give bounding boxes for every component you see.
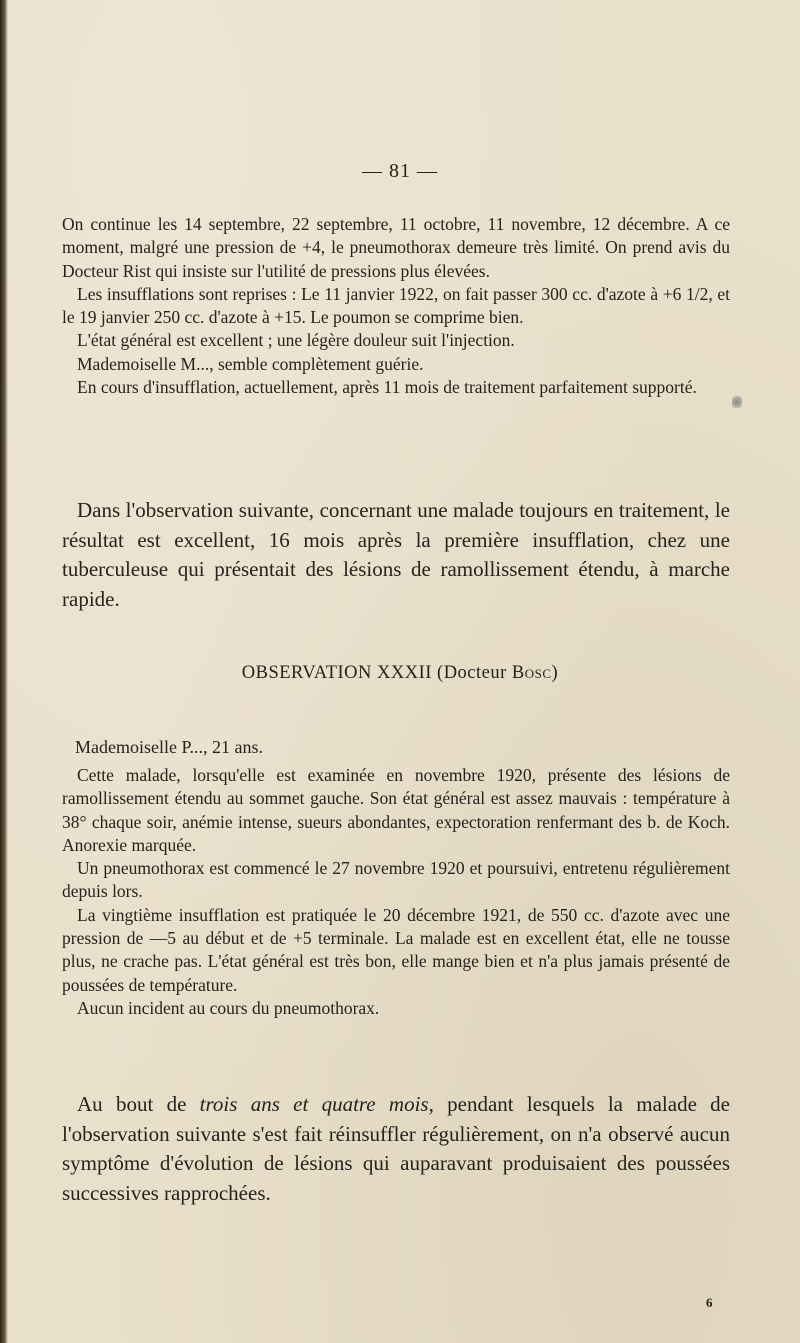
paragraph xyxy=(62,1090,730,1208)
patient-identifier: Mademoiselle P..., 21 ans. xyxy=(75,737,263,757)
paragraph: Un pneumothorax est commencé le 27 novembre 1920 et poursuivi, entretenu régulièrement depuis lors. xyxy=(62,858,730,902)
paragraph: La vingtième insufflation est pratiquée le 20 décembre 1921, de 550 cc. d'azote avec une pression de —5 au début et de +5 terminale. La malade est en excellent état, elle ne tousse plus, ne crache pas. L'état général est très bon, elle mange bien et n'a plus jamais présenté de poussées de température. xyxy=(62,904,730,995)
paragraph: Dans l'observation suivante, concernant une malade toujours en traitement, le résultat est excellent, 16 mois après la première insufflation, chez une tuberculeuse qui présentait des lésions de ramollissement étendu, à marche rapide. xyxy=(62,498,730,611)
paragraph: On continue les 14 septembre, 22 septembre, 11 octobre, 11 novembre, 12 décembre. A ce moment, malgré une pression de +4, le pneumothorax demeure très limité. On prend avis du Docteur Rist qui insiste sur l'utilité de pressions plus élevées. xyxy=(62,214,730,281)
case-continuation xyxy=(62,213,730,399)
paragraph: L'état général est excellent ; une légère douleur suit l'injection. xyxy=(77,330,515,351)
paragraph: Mademoiselle M..., semble complètement guérie. xyxy=(77,353,424,374)
paragraph: Cette malade, lorsqu'elle est examinée en novembre 1920, présente des lésions de ramollissement étendu au sommet gauche. Son état général est assez mauvais : température à 38° chaque soir, anémie intense, sueurs abondantes, expectoration renfermant des b. de Koch. Anorexie marquée. xyxy=(62,765,730,855)
observation-title xyxy=(0,663,800,684)
text-run: , pendant lesquels la malade de l'observation suivante s'est fait réinsuffler régulièrement, on n'a observé aucun symptôme d'évolution de lésions qui auparavant produisaient des poussées successives rapprochées. xyxy=(62,1092,730,1205)
summary-paragraph xyxy=(62,496,730,614)
observation-body xyxy=(62,764,730,1020)
observation-title-close: ) xyxy=(551,663,559,683)
paragraph: En cours d'insufflation, actuellement, après 11 mois de traitement parfaitement supporté. xyxy=(77,377,697,398)
paragraph: Les insufflations sont reprises : Le 11 janvier 1922, on fait passer 300 cc. d'azote à +6 1/2, et le 19 janvier 250 cc. d'azote à +15. Le poumon se comprime bien. xyxy=(62,283,730,328)
doctor-name: Bosc xyxy=(511,663,552,683)
page-number: — 81 — xyxy=(362,160,438,182)
italic-phrase: trois ans et quatre mois xyxy=(199,1092,429,1116)
paragraph: Aucun incident au cours du pneumothorax. xyxy=(77,997,380,1018)
closing-paragraph xyxy=(62,1090,730,1208)
text-run: Au bout de xyxy=(77,1092,200,1116)
paper-stain xyxy=(732,394,742,410)
observation-title-text: OBSERVATION XXXII (Docteur xyxy=(241,663,512,683)
signature-mark: 6 xyxy=(706,1295,713,1310)
